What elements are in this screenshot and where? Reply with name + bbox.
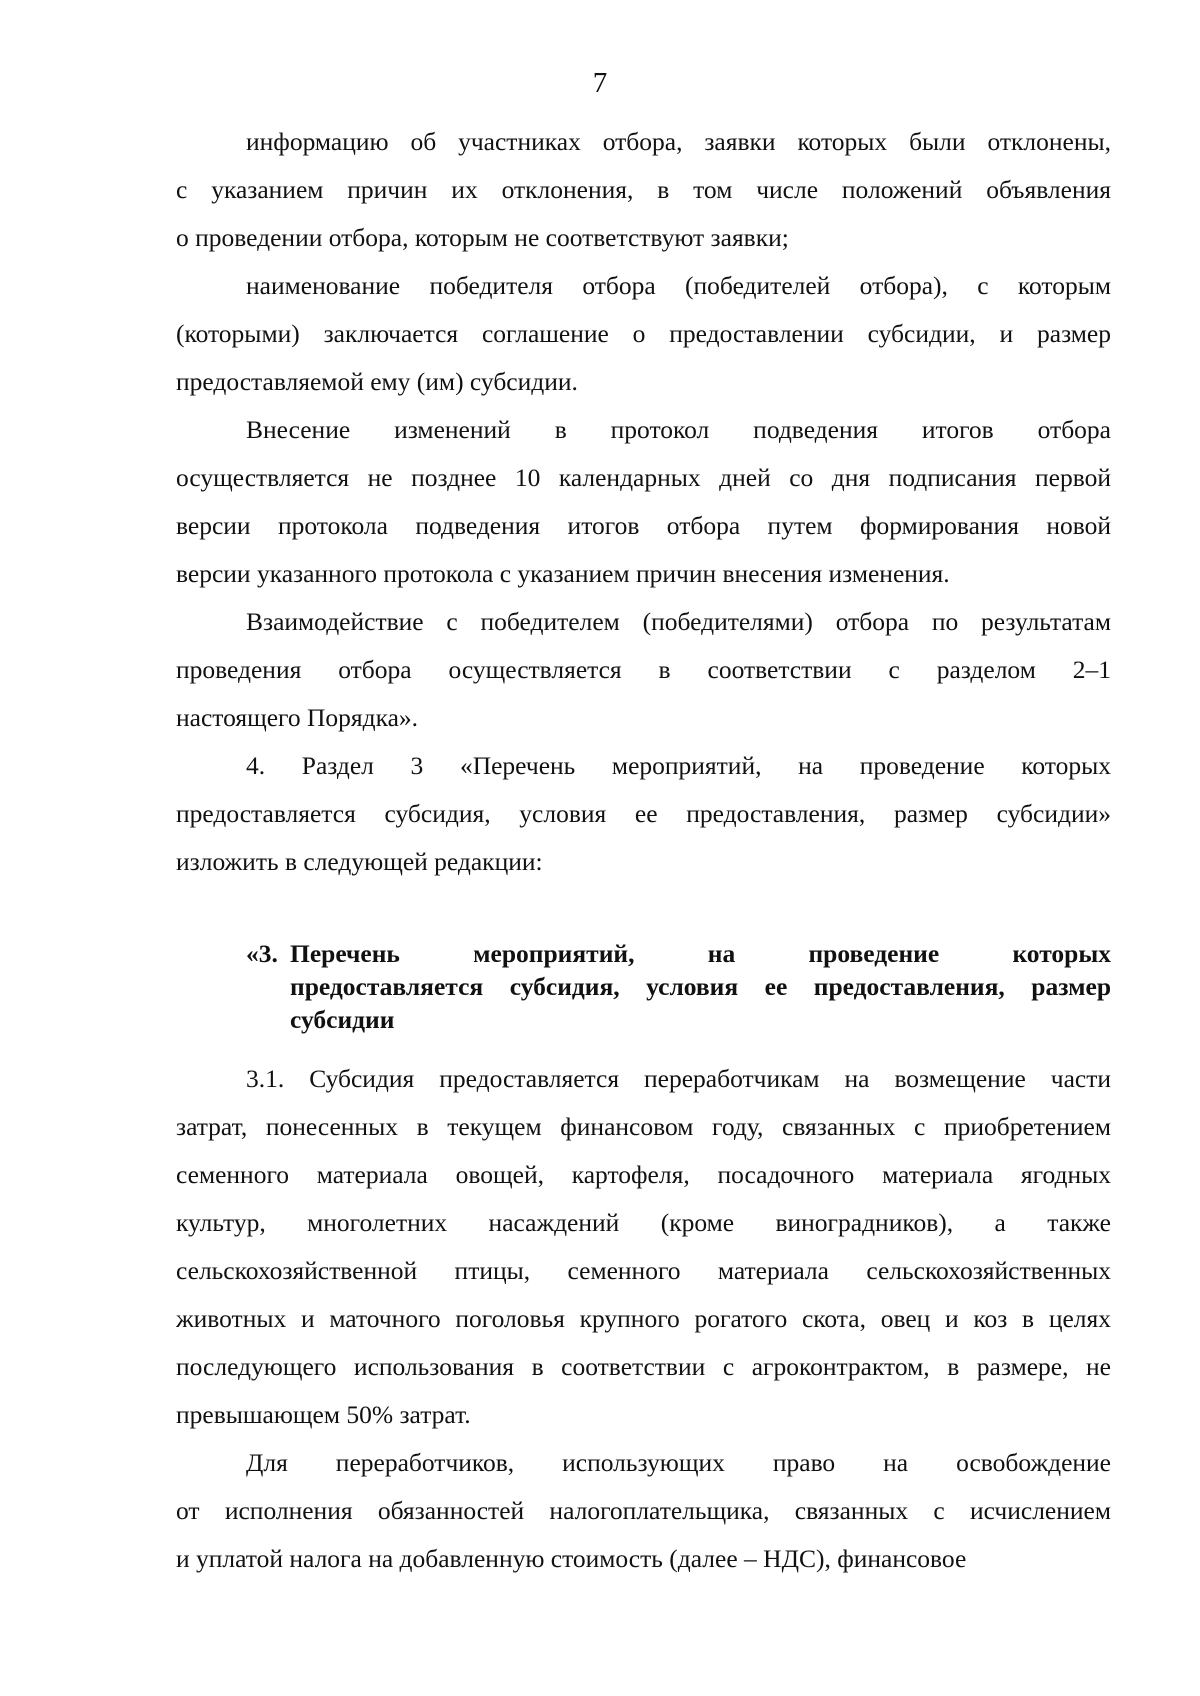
text-line: настоящего Порядка». <box>176 703 419 732</box>
text-line: с указанием причин их отклонения, в том числе положений объявления <box>176 175 1111 204</box>
paragraph <box>176 1439 1111 1583</box>
paragraph <box>176 742 1111 886</box>
text-line: последующего использования в соответствии с агроконтрактом, в размере, не <box>176 1352 1111 1381</box>
paragraph <box>176 598 1111 742</box>
heading-line: Перечень мероприятий, на проведение которых <box>290 939 1111 968</box>
text-line: Для переработчиков, использующих право на освобождение <box>246 1448 1111 1477</box>
text-line: семенного материала овощей, картофеля, посадочного материала ягодных <box>176 1160 1111 1189</box>
text-line: 3.1. Субсидия предоставляется переработчикам на возмещение части <box>246 1064 1111 1093</box>
paragraph <box>176 118 1111 262</box>
paragraph <box>176 1055 1111 1439</box>
text-line: 4. Раздел 3 «Перечень мероприятий, на проведение которых <box>246 751 1111 780</box>
text-line: версии протокола подведения итогов отбора путем формирования новой <box>176 511 1111 540</box>
text-line: от исполнения обязанностей налогоплательщика, связанных с исчислением <box>176 1496 1111 1525</box>
text-line: проведения отбора осуществляется в соответствии с разделом 2–1 <box>176 655 1111 684</box>
text-line: предоставляемой ему (им) субсидии. <box>176 367 578 396</box>
paragraph <box>176 262 1111 406</box>
section-heading <box>246 937 1111 1036</box>
heading-line: субсидии <box>290 1005 395 1034</box>
text-line: животных и маточного поголовья крупного рогатого скота, овец и коз в целях <box>176 1304 1111 1333</box>
text-line: Внесение изменений в протокол подведения итогов отбора <box>246 415 1111 444</box>
text-line: наименование победителя отбора (победителей отбора), с которым <box>246 271 1111 300</box>
text-line: о проведении отбора, которым не соответствуют заявки; <box>176 223 789 252</box>
text-line: сельскохозяйственной птицы, семенного материала сельскохозяйственных <box>176 1256 1111 1285</box>
text-line: предоставляется субсидия, условия ее предоставления, размер субсидии» <box>176 799 1111 828</box>
paragraph <box>176 406 1111 598</box>
section-heading-text <box>290 937 1111 1036</box>
page-number: 7 <box>592 67 608 99</box>
heading-line: предоставляется субсидия, условия ее предоставления, размер <box>290 972 1111 1001</box>
text-line: превышающем 50% затрат. <box>176 1400 471 1429</box>
text-line: затрат, понесенных в текущем финансовом году, связанных с приобретением <box>176 1112 1111 1141</box>
text-line: осуществляется не позднее 10 календарных дней со дня подписания первой <box>176 463 1111 492</box>
text-line: Взаимодействие с победителем (победителями) отбора по результатам <box>246 607 1111 636</box>
text-line: (которыми) заключается соглашение о предоставлении субсидии, и размер <box>176 319 1111 348</box>
text-line: культур, многолетних насаждений (кроме виноградников), а также <box>176 1208 1111 1237</box>
section-heading-number: «3. <box>246 939 278 968</box>
text-line: информацию об участниках отбора, заявки которых были отклонены, <box>246 127 1111 156</box>
text-line: и уплатой налога на добавленную стоимость (далее – НДС), финансовое <box>176 1544 967 1573</box>
text-block-top <box>176 118 1111 886</box>
text-block-bottom <box>176 1055 1111 1583</box>
text-line: версии указанного протокола с указанием причин внесения изменения. <box>176 559 950 588</box>
text-line: изложить в следующей редакции: <box>176 847 543 876</box>
